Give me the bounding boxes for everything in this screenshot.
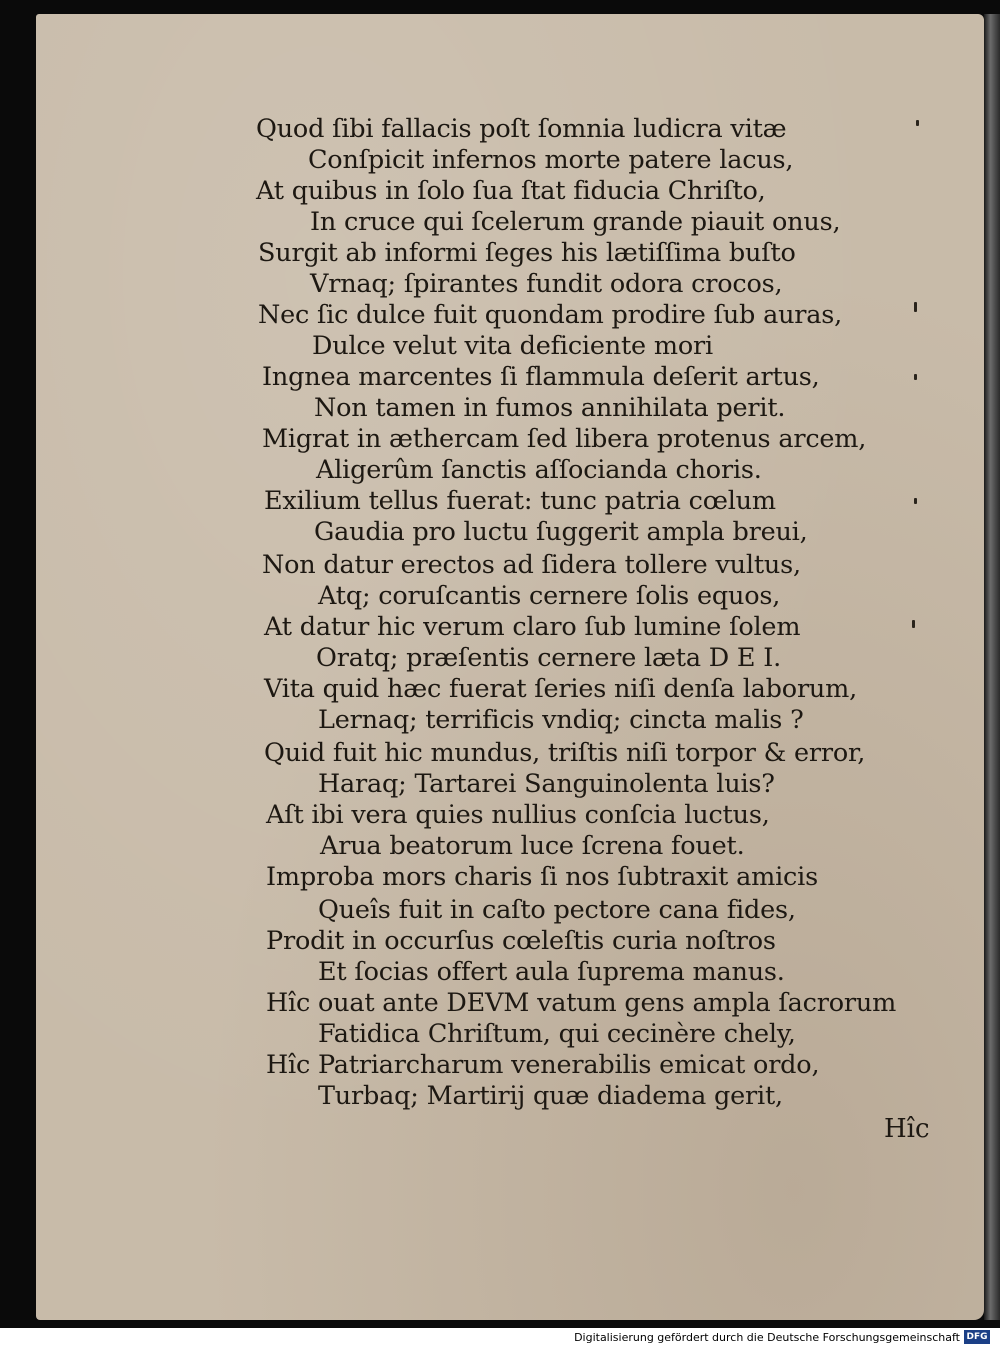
margin-mark <box>914 374 917 380</box>
poem-line: Prodit in occurſus cœleſtis curia noſtros <box>266 926 776 956</box>
page-edge <box>984 14 1000 1320</box>
poem-line: Haraq; Tartarei Sanguinolenta luis? <box>318 769 775 799</box>
poem-line: Oratq; præſentis cernere læta D E I. <box>316 643 781 673</box>
poem-line: Et ſocias offert aula ſuprema manus. <box>318 957 785 987</box>
poem-line: At quibus in ſolo ſua ſtat fiducia Chriſto, <box>256 176 766 206</box>
poem-line: Dulce velut vita deficiente mori <box>312 331 713 361</box>
poem-line: Turbaq; Martirij quæ diadema gerit, <box>318 1081 783 1111</box>
poem-line: Conſpicit infernos morte patere lacus, <box>308 145 794 175</box>
poem-line: Fatidica Chriſtum, qui cecinère chely, <box>318 1019 796 1049</box>
poem-line: Queîs fuit in caſto pectore cana fides, <box>318 895 796 925</box>
poem-line: Ingnea marcentes ſi flammula deſerit artus, <box>262 362 820 392</box>
poem-line: Non datur erectos ad ſidera tollere vultus, <box>262 550 801 580</box>
poem-line: Aligerûm ſanctis aſſocianda choris. <box>316 455 762 485</box>
poem-line: Non tamen in fumos annihilata perit. <box>314 393 786 423</box>
poem-line: Exilium tellus fuerat: tunc patria cœlum <box>264 486 776 516</box>
poem-line: In cruce qui ſcelerum grande piauit onus, <box>310 207 841 237</box>
poem-line: Vrnaq; ſpirantes fundit odora crocos, <box>310 269 783 299</box>
poem-line: Arua beatorum luce ſcrena fouet. <box>320 831 745 861</box>
poem-line: Hîc Patriarcharum venerabilis emicat ordo, <box>266 1050 820 1080</box>
poem-line: Improba mors charis ſi nos ſubtraxit amicis <box>266 862 818 892</box>
footer-credit: Digitalisierung gefördert durch die Deutsche Forschungsgemeinschaft <box>574 1331 960 1344</box>
poem-line: Nec ſic dulce fuit quondam prodire ſub auras, <box>258 300 843 330</box>
poem-line: At datur hic verum claro ſub lumine ſolem <box>264 612 801 642</box>
poem-line: Vita quid hæc fuerat ſeries niſi denſa laborum, <box>264 674 858 704</box>
poem-line: Surgit ab informi ſeges his lætiſſima buſto <box>258 238 796 268</box>
poem-line: Aſt ibi vera quies nullius conſcia luctus, <box>266 800 770 830</box>
poem-line: Quod ſibi fallacis poſt ſomnia ludicra vitæ <box>256 114 787 144</box>
poem-line: Migrat in æthercam ſed libera protenus arcem, <box>262 424 867 454</box>
margin-mark <box>914 302 917 312</box>
poem-line: Quid fuit hic mundus, triſtis niſi torpor & error, <box>264 738 866 768</box>
margin-mark <box>916 120 919 126</box>
margin-mark <box>914 498 917 504</box>
margin-mark <box>912 620 915 628</box>
poem-line: Hîc ouat ante DEVM vatum gens ampla ſacrorum <box>266 988 897 1018</box>
dfg-logo: DFG <box>964 1330 990 1344</box>
catchword: Hîc <box>884 1114 930 1144</box>
poem-line: Lernaq; terrificis vndiq; cincta malis ? <box>318 705 804 735</box>
poem-line: Gaudia pro luctu ſuggerit ampla breui, <box>314 517 808 547</box>
poem-line: Atq; coruſcantis cernere ſolis equos, <box>318 581 781 611</box>
